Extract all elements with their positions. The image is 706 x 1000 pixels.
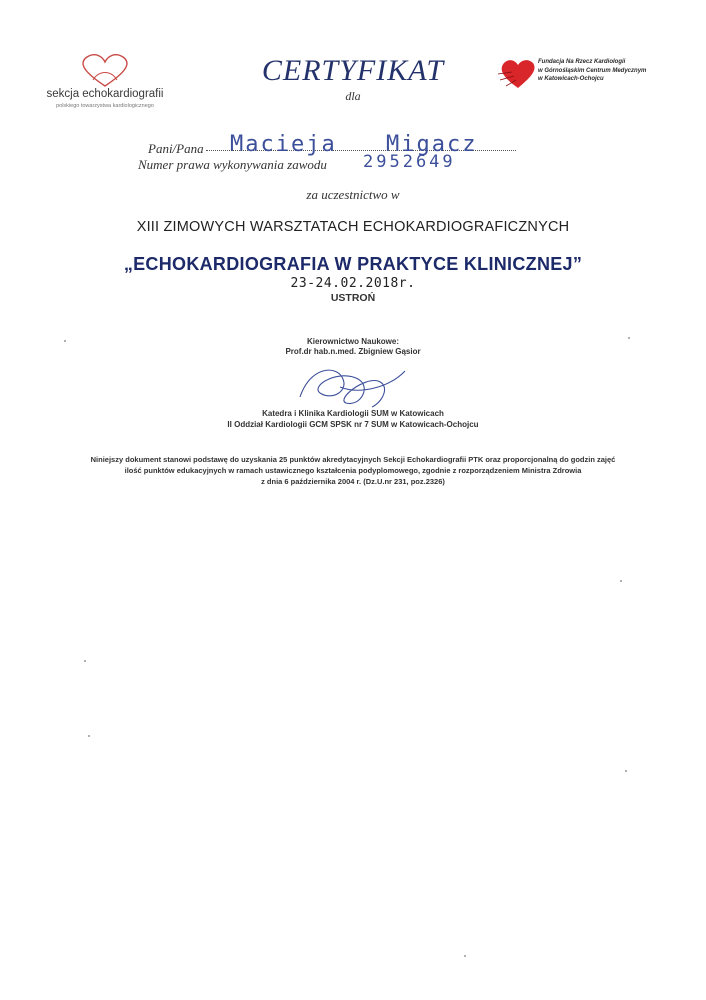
license-number: 2952649: [363, 152, 456, 172]
scan-speck: [625, 770, 627, 772]
department-line: Katedra i Klinika Kardiologii SUM w Katowicach: [262, 409, 444, 418]
note-line: ilość punktów edukacyjnych w ramach ustawicznego kształcenia podyplomowego, zgodnie z rozporządzeniem Ministra Zdrowia: [124, 466, 582, 475]
foundation-logo: [496, 56, 666, 96]
participation-text: za uczestnictwo w: [306, 187, 400, 202]
foundation-line: w Katowicach-Ochojcu: [538, 76, 604, 82]
recipient-label: Pani/Pana: [148, 141, 204, 156]
scan-speck: [620, 580, 622, 582]
event-place: USTROŃ: [330, 292, 376, 304]
license-row: [138, 154, 538, 174]
foundation-line: Fundacja Na Rzecz Kardiologii: [538, 59, 626, 65]
workshop-name: XIII ZIMOWYCH WARSZTATACH ECHOKARDIOGRAFICZNYCH: [136, 219, 570, 235]
department-line: II Oddział Kardiologii GCM SPSK nr 7 SUM w Katowicach-Ochojcu: [227, 420, 479, 429]
logo-left-line1: sekcja echokardiografii: [46, 88, 164, 100]
accreditation-note: [0, 454, 706, 487]
foundation-line: w Górnośląskim Centrum Medycznym: [538, 67, 647, 74]
recipient-last-name: Migacz: [386, 132, 478, 157]
leadership-label: Kierownictwo Naukowe:: [306, 337, 399, 346]
scan-speck: [88, 735, 90, 737]
course-title: „ECHOKARDIOGRAFIA W PRAKTYCE KLINICZNEJ”: [123, 254, 583, 274]
scan-speck: [64, 340, 66, 342]
red-heart-icon: [496, 56, 538, 92]
certificate-subtitle: dla: [345, 89, 361, 103]
recipient-first-name: Macieja: [230, 132, 337, 157]
event-dates: 23-24.02.2018r.: [290, 276, 416, 291]
certificate-title: CERTYFIKAT: [261, 54, 445, 87]
scan-speck: [464, 955, 466, 957]
scan-speck: [628, 337, 630, 339]
scan-speck: [84, 660, 86, 662]
note-line: Niniejszy dokument stanowi podstawę do uzyskania 25 punktów akredytacyjnych Sekcji Echokardiografii PTK oraz proporcjonalną do godzin zajęć: [90, 455, 616, 464]
leadership-name: Prof.dr hab.n.med. Zbigniew Gąsior: [285, 347, 421, 356]
signature: [280, 357, 430, 417]
note-line: z dnia 6 października 2004 r. (Dz.U.nr 231, poz.2326): [261, 477, 445, 486]
license-label: Numer prawa wykonywania zawodu: [138, 157, 327, 172]
logo-left-line2: polskiego towarzystwa kardiologicznego: [56, 103, 154, 109]
